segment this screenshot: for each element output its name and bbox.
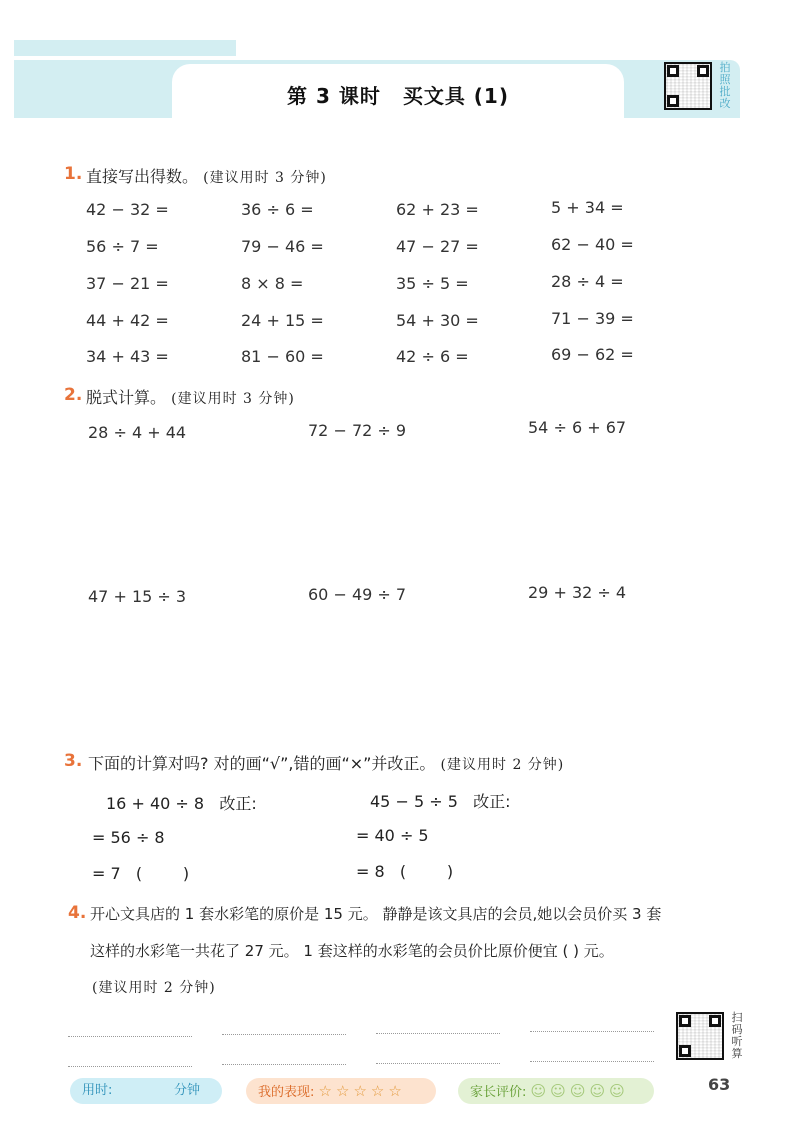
qr-code-icon[interactable]: [676, 1012, 724, 1060]
answer-line: [376, 1063, 500, 1064]
answer-line: [530, 1061, 654, 1062]
q2-number: 2.: [64, 385, 83, 405]
header-strip: [14, 40, 236, 56]
parent-label: 家长评价:: [470, 1085, 527, 1100]
q1-text: [86, 164, 327, 187]
q1-item: 42 ÷ 6 =: [396, 347, 469, 366]
scan-listen-label: 扫码听算: [731, 1011, 743, 1060]
q1-hint: (建议用时 3 分钟): [203, 170, 327, 186]
smiley-icon[interactable]: ☺: [530, 1082, 547, 1100]
q1-item: 62 + 23 =: [396, 200, 479, 219]
parent-evaluation-box: [458, 1078, 654, 1104]
q1-item: 34 + 43 =: [86, 347, 169, 366]
answer-line: [68, 1036, 192, 1037]
answer-line: [222, 1034, 346, 1035]
q1-item: 54 + 30 =: [396, 311, 479, 330]
performance-label: 我的表现:: [258, 1085, 315, 1100]
q1-item: 42 − 32 =: [86, 200, 169, 219]
q3-hint: (建议用时 2 分钟): [440, 757, 565, 773]
answer-line: [222, 1064, 346, 1065]
lesson-title: 买文具 (1): [402, 84, 509, 108]
q1-item: 69 − 62 =: [551, 345, 634, 364]
q1-item: 81 − 60 =: [241, 347, 324, 366]
q2-item: 60 − 49 ÷ 7: [308, 585, 407, 604]
q1-item: 36 ÷ 6 =: [241, 200, 314, 219]
q2-text: [86, 385, 295, 408]
q1-item: 62 − 40 =: [551, 235, 634, 254]
q2-item: 72 − 72 ÷ 9: [308, 421, 407, 440]
time-spent-box[interactable]: [70, 1078, 222, 1104]
q1-item: 79 − 46 =: [241, 237, 324, 256]
q4-line2: 这样的水彩笔一共花了 27 元。 1 套这样的水彩笔的会员价比原价便宜 ( ) 元。: [90, 942, 614, 960]
q3-right-line1: 45 − 5 ÷ 5 改正:: [370, 792, 511, 811]
q2-hint: (建议用时 3 分钟): [171, 391, 295, 407]
star-icon[interactable]: ☆: [388, 1082, 402, 1100]
star-icon[interactable]: ☆: [318, 1082, 332, 1100]
q1-item: 44 + 42 =: [86, 311, 169, 330]
star-icon[interactable]: ☆: [353, 1082, 367, 1100]
q1-item: 37 − 21 =: [86, 274, 169, 293]
star-icon[interactable]: ☆: [370, 1082, 385, 1100]
time-unit: 分钟: [174, 1083, 201, 1098]
q3-left-answer[interactable]: = 7 ( ): [92, 864, 190, 883]
lesson-number: 第 3 课时: [286, 84, 381, 108]
q3-right-answer[interactable]: = 8 ( ): [356, 862, 454, 881]
star-icon[interactable]: ☆: [335, 1082, 350, 1100]
q1-item: 71 − 39 =: [551, 309, 634, 328]
q1-item: 47 − 27 =: [396, 237, 479, 256]
q4-number: 4.: [68, 903, 87, 923]
q2-item: 28 ÷ 4 + 44: [88, 423, 187, 442]
face-rating: [530, 1082, 629, 1100]
q1-number: 1.: [64, 164, 83, 184]
q4-hint: (建议用时 2 分钟): [92, 980, 216, 996]
q3-left-line1: 16 + 40 ÷ 8 改正:: [106, 794, 257, 813]
q2-instruction: 脱式计算。: [86, 388, 167, 407]
q1-item: 35 ÷ 5 =: [396, 274, 469, 293]
smiley-icon[interactable]: ☺: [569, 1082, 586, 1100]
page-title: [172, 80, 624, 109]
photo-grade-label: 拍照批改: [719, 61, 731, 110]
q2-item: 54 ÷ 6 + 67: [528, 418, 627, 437]
q1-item: 56 ÷ 7 =: [86, 237, 159, 256]
page-number: 63: [708, 1075, 731, 1094]
time-label: 用时:: [82, 1083, 113, 1098]
q3-left-line2: = 56 ÷ 8: [92, 828, 165, 847]
qr-code-icon[interactable]: [664, 62, 712, 110]
q3-text: [88, 751, 564, 774]
q1-item: 8 × 8 =: [241, 274, 304, 293]
q1-item: 5 + 34 =: [551, 198, 624, 217]
smiley-icon[interactable]: ☺: [609, 1082, 625, 1100]
q1-item: 24 + 15 =: [241, 311, 324, 330]
smiley-icon[interactable]: ☺: [589, 1082, 606, 1100]
my-performance-box: [246, 1078, 436, 1104]
q4-line1: 开心文具店的 1 套水彩笔的原价是 15 元。 静静是该文具店的会员,她以会员价买 3 套: [90, 905, 662, 923]
smiley-icon[interactable]: ☺: [550, 1082, 566, 1100]
q3-number: 3.: [64, 751, 83, 771]
q1-item: 28 ÷ 4 =: [551, 272, 624, 291]
answer-line: [376, 1033, 500, 1034]
star-rating: [318, 1082, 406, 1100]
answer-line: [68, 1066, 192, 1067]
q2-item: 47 + 15 ÷ 3: [88, 587, 187, 606]
q3-right-line2: = 40 ÷ 5: [356, 826, 429, 845]
q1-instruction: 直接写出得数。: [86, 167, 199, 186]
q3-instruction: 下面的计算对吗? 对的画“√”,错的画“×”并改正。: [88, 754, 436, 773]
answer-line: [530, 1031, 654, 1032]
q2-item: 29 + 32 ÷ 4: [528, 583, 627, 602]
